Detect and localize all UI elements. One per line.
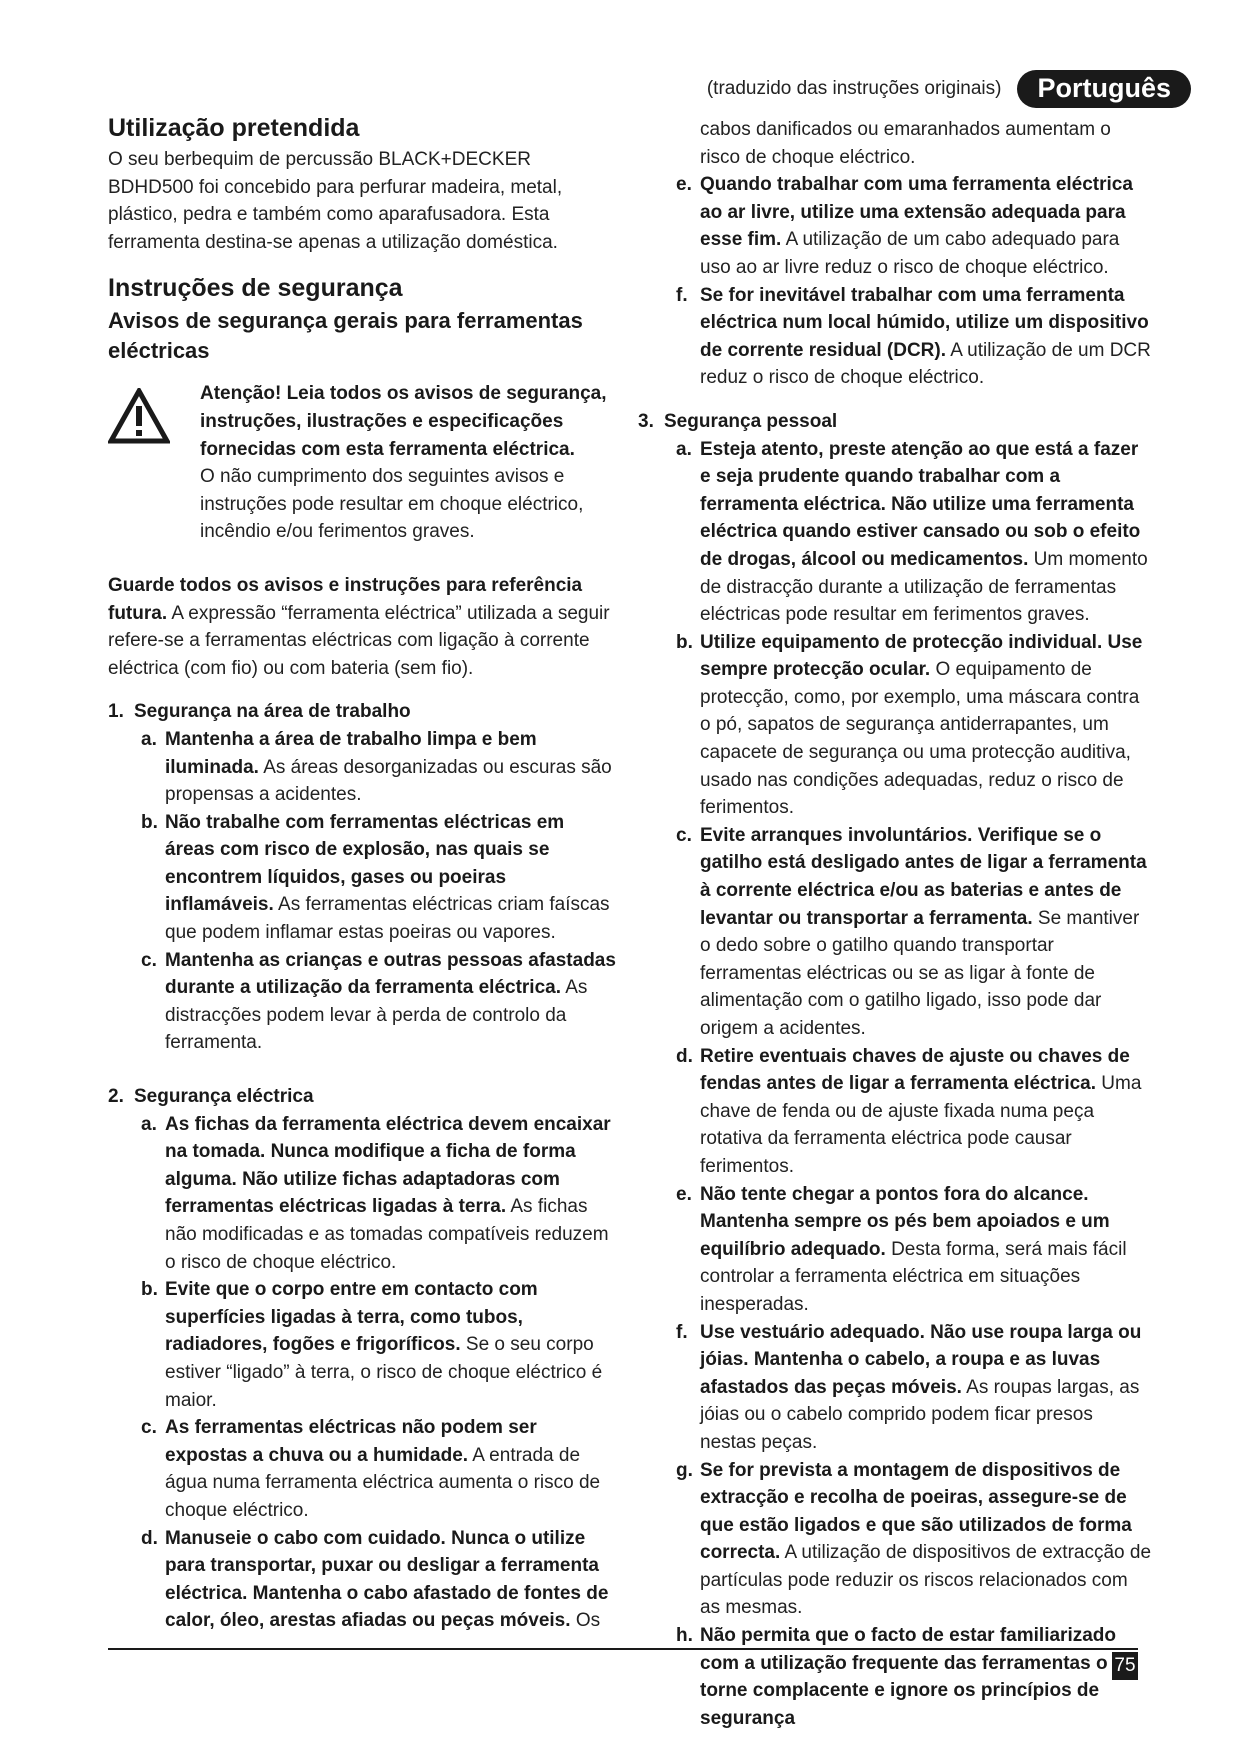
list-item: c. As ferramentas eléctricas não podem ser expostas a chuva ou a humidade. A entrada de água numa ferramenta eléctrica aumenta o risco de choque eléctrico. xyxy=(141,1417,601,1521)
language-badge: Português xyxy=(1017,70,1191,108)
right-column xyxy=(638,116,1152,1732)
footer-divider xyxy=(108,1648,1138,1650)
list-item: h. Não permita que o facto de estar familiarizado com a utilização frequente das ferramentas o torne complacente e ignore os princípios de segurança xyxy=(676,1625,1116,1729)
section-personal-safety xyxy=(638,408,1152,1733)
list-item: a. Mantenha a área de trabalho limpa e bem iluminada. As áreas desorganizadas ou escuras são propensas a acidentes. xyxy=(141,728,612,806)
warning-text: O não cumprimento dos seguintes avisos e instruções pode resultar em choque eléctrico, incêndio e/ou ferimentos graves. xyxy=(200,466,584,543)
section-title: Segurança na área de trabalho xyxy=(134,701,411,723)
section-number: 3. xyxy=(638,410,654,432)
intended-use-title: Utilização pretendida xyxy=(108,114,360,142)
list-item: c. Mantenha as crianças e outras pessoas afastadas durante a utilização da ferramenta eléctrica. As distracções podem levar à perda de controlo da ferramenta. xyxy=(141,949,616,1054)
list-item: f. Se for inevitável trabalhar com uma ferramenta eléctrica num local húmido, utilize um dispositivo de corrente residual (DCR). A utilização de um DCR reduz o risco de choque eléctrico. xyxy=(676,284,1151,389)
safety-instructions-title: Instruções de segurança xyxy=(108,274,403,303)
list-item: a. Esteja atento, preste atenção ao que está a fazer e seja prudente quando trabalhar com a ferramenta eléctrica. Não utilize uma ferramenta eléctrica quando estiver cansado ou sob o efeito de drogas, álcool ou medicamentos. Um momento de distracção durante a utilização de ferramentas eléctricas pode resultar em ferimentos graves. xyxy=(676,438,1148,626)
list-item: a. As fichas da ferramenta eléctrica devem encaixar na tomada. Nunca modifique a ficha de forma alguma. Não utilize fichas adaptadoras com ferramentas eléctricas ligadas à terra. As fichas não modificadas e as tomadas compatíveis reduzem o risco de choque eléctrico. xyxy=(141,1113,611,1273)
list-item: f. Use vestuário adequado. Não use roupa larga ou jóias. Mantenha o cabelo, a roupa e as luvas afastados das peças móveis. As roupas largas, as jóias ou o cabelo comprido podem ficar presos nestas peças. xyxy=(676,1321,1142,1453)
list-item: g. Se for prevista a montagem de dispositivos de extracção e recolha de poeiras, assegure-se de que estão ligados e que são utilizados de forma correcta. A utilização de dispositivos de extracção de partículas pode reduzir os riscos relacionados com as mesmas. xyxy=(676,1459,1152,1619)
list-item: e. Não tente chegar a pontos fora do alcance. Mantenha sempre os pés bem apoiados e um equilíbrio adequado. Desta forma, será mais fácil controlar a ferramenta eléctrica em situações inesperadas. xyxy=(676,1183,1127,1315)
translation-note: (traduzido das instruções originais) xyxy=(706,78,1002,99)
general-warnings-title: Avisos de segurança gerais para ferramentas eléctricas xyxy=(108,308,583,364)
list-item-continuation: cabos danificados ou emaranhados aumentam o risco de choque eléctrico. xyxy=(700,119,1111,168)
section-title: Segurança eléctrica xyxy=(134,1086,314,1108)
section-number: 1. xyxy=(108,701,124,723)
section-work-area xyxy=(108,698,616,1057)
section-number: 2. xyxy=(108,1086,124,1108)
page-header xyxy=(707,70,1191,108)
list-item: b. Evite que o corpo entre em contacto com superfícies ligadas à terra, como tubos, radiadores, fogões e frigoríficos. Se o seu corpo estiver “ligado” à terra, o risco de choque eléctrico é maior. xyxy=(141,1279,603,1411)
keep-instructions xyxy=(108,572,616,682)
list-item: c. Evite arranques involuntários. Verifique se o gatilho está desligado antes de ligar a ferramenta à corrente eléctrica e/ou as baterias e antes de levantar ou transportar a ferramenta. Se mantiver o dedo sobre o gatilho quando transportar ferramentas eléctricas ou se as ligar à fonte de alimentação com o gatilho ligado, isso pode dar origem a acidentes. xyxy=(676,824,1147,1039)
warning-bold: Atenção! Leia todos os avisos de segurança, instruções, ilustrações e especificações fornecidas com esta ferramenta eléctrica. xyxy=(200,383,607,460)
section-electrical xyxy=(108,1083,616,1635)
list-item: d. Manuseie o cabo com cuidado. Nunca o utilize para transportar, puxar ou desligar a ferramenta eléctrica. Mantenha o cabo afastado de fontes de calor, óleo, arestas afiadas ou peças móveis. Os xyxy=(141,1527,609,1632)
intended-use-text: O seu berbequim de percussão BLACK+DECKER BDHD500 foi concebido para perfurar madeira, metal, plástico, pedra e também como aparafusadora. Esta ferramenta destina-se apenas a utilização doméstica. xyxy=(108,149,563,253)
keep-bold: Guarde todos os avisos e instruções para referência futura. xyxy=(108,574,583,624)
list-item: e. Quando trabalhar com uma ferramenta eléctrica ao ar livre, utilize uma extensão adequada para esse fim. A utilização de um cabo adequado para uso ao ar livre reduz o risco de choque eléctrico. xyxy=(676,174,1133,278)
left-column xyxy=(108,112,616,1635)
page-number: 75 xyxy=(1112,1652,1138,1680)
list-item: d. Retire eventuais chaves de ajuste ou chaves de fendas antes de ligar a ferramenta eléctrica. Uma chave de fenda ou de ajuste fixada numa peça rotativa da ferramenta eléctrica pode causar ferimentos. xyxy=(676,1045,1142,1177)
list-item: b. Não trabalhe com ferramentas eléctricas em áreas com risco de explosão, nas quais se encontrem líquidos, gases ou poeiras inflamáveis. As ferramentas eléctricas criam faíscas que podem inflamar estas poeiras ou vapores. xyxy=(141,811,610,944)
keep-text: A expressão “ferramenta eléctrica” utilizada a seguir refere-se a ferramentas eléctricas com ligação à corrente eléctrica (com fio) ou com bateria (sem fio). xyxy=(108,602,610,679)
warning-block xyxy=(108,380,616,546)
warning-triangle-icon xyxy=(108,380,170,546)
list-item: b. Utilize equipamento de protecção individual. Use sempre protecção ocular. O equipamento de protecção, como, por exemplo, uma máscara contra o pó, sapatos de segurança antiderrapantes, um capacete de segurança ou uma protecção auditiva, usado nas condições adequadas, reduz o risco de ferimentos. xyxy=(676,631,1143,819)
section-title: Segurança pessoal xyxy=(664,410,838,432)
